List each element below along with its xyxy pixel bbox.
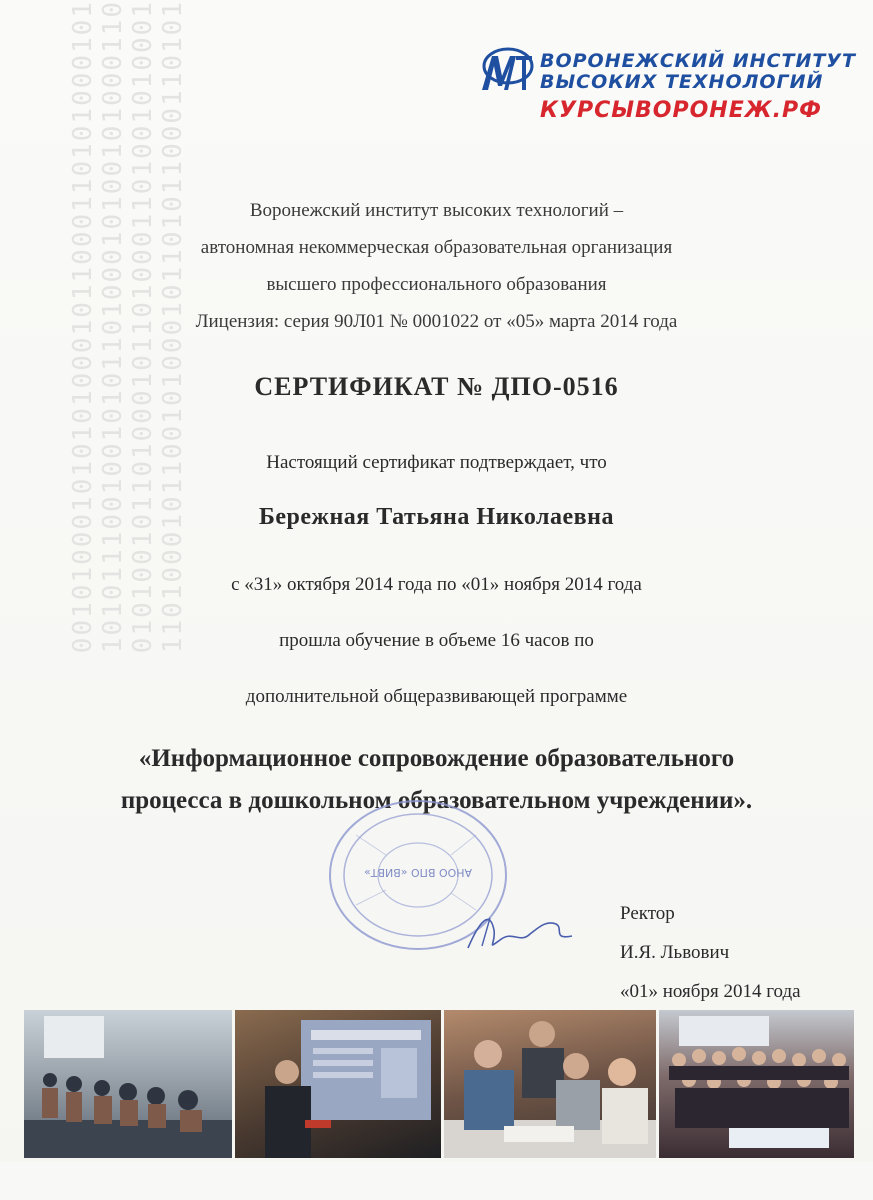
license-line: Лицензия: серия 90Л01 № 0001022 от «05» марта 2014 года [195,311,678,332]
training-hours: прошла обучение в объеме 16 часов по [279,630,594,651]
stamp-text: АНОО ВПО «ВИВТ» [363,866,473,879]
program-title-line2: процесса в дошкольном образовательном учреждении». [120,787,753,814]
rector-signature [460,900,580,960]
training-dates: с «31» октября 2014 года по «01» ноября 2014 года [231,574,642,595]
header-line: высшего профессионального образования [266,274,607,295]
header-line: автономная некоммерческая образовательная организация [200,237,673,258]
certificate-title: СЕРТИФИКАТ № ДПО-0516 [254,372,619,401]
institution-header [0,192,873,340]
institute-logo-icon [478,46,534,96]
photo-speaker [235,1010,441,1158]
photo-conference-room [24,1010,232,1158]
header-line: Воронежский институт высоких технологий – [249,200,624,221]
recipient-name: Бережная Татьяна Николаевна [259,504,614,530]
watermark-line: 1101000101100101000101101011000110101 [158,0,188,654]
signature-block [620,894,801,1011]
watermark-line: 1010111001001010110100010100101000110 [98,0,128,654]
photo-group-work [444,1010,656,1158]
confirm-text: Настоящий сертификат подтверждает, что [266,452,607,473]
program-title-line1: «Информационное сопровождение образовательного [138,745,735,772]
watermark-line: 0010100010101010001011000110101000101 [68,0,98,654]
page-bottom-margin [0,1162,873,1200]
signer-name: И.Я. Львович [620,942,730,963]
photo-strip [24,1010,854,1158]
signature-date: «01» ноября 2014 года [620,981,801,1002]
logo-site: КУРСЫВОРОНЕЖ.РФ [540,98,822,123]
program-type: дополнительной общеразвивающей программе [245,686,628,707]
photo-graduates [659,1010,854,1158]
logo-title-line1: ВОРОНЕЖСКИЙ ИНСТИТУТ [540,50,856,72]
signer-role: Ректор [620,903,675,924]
logo-title-line2: ВЫСОКИХ ТЕХНОЛОГИЙ [540,71,824,93]
watermark-line: 0101001011010001011010001101001010001 [128,0,158,654]
institute-logo [478,46,856,126]
